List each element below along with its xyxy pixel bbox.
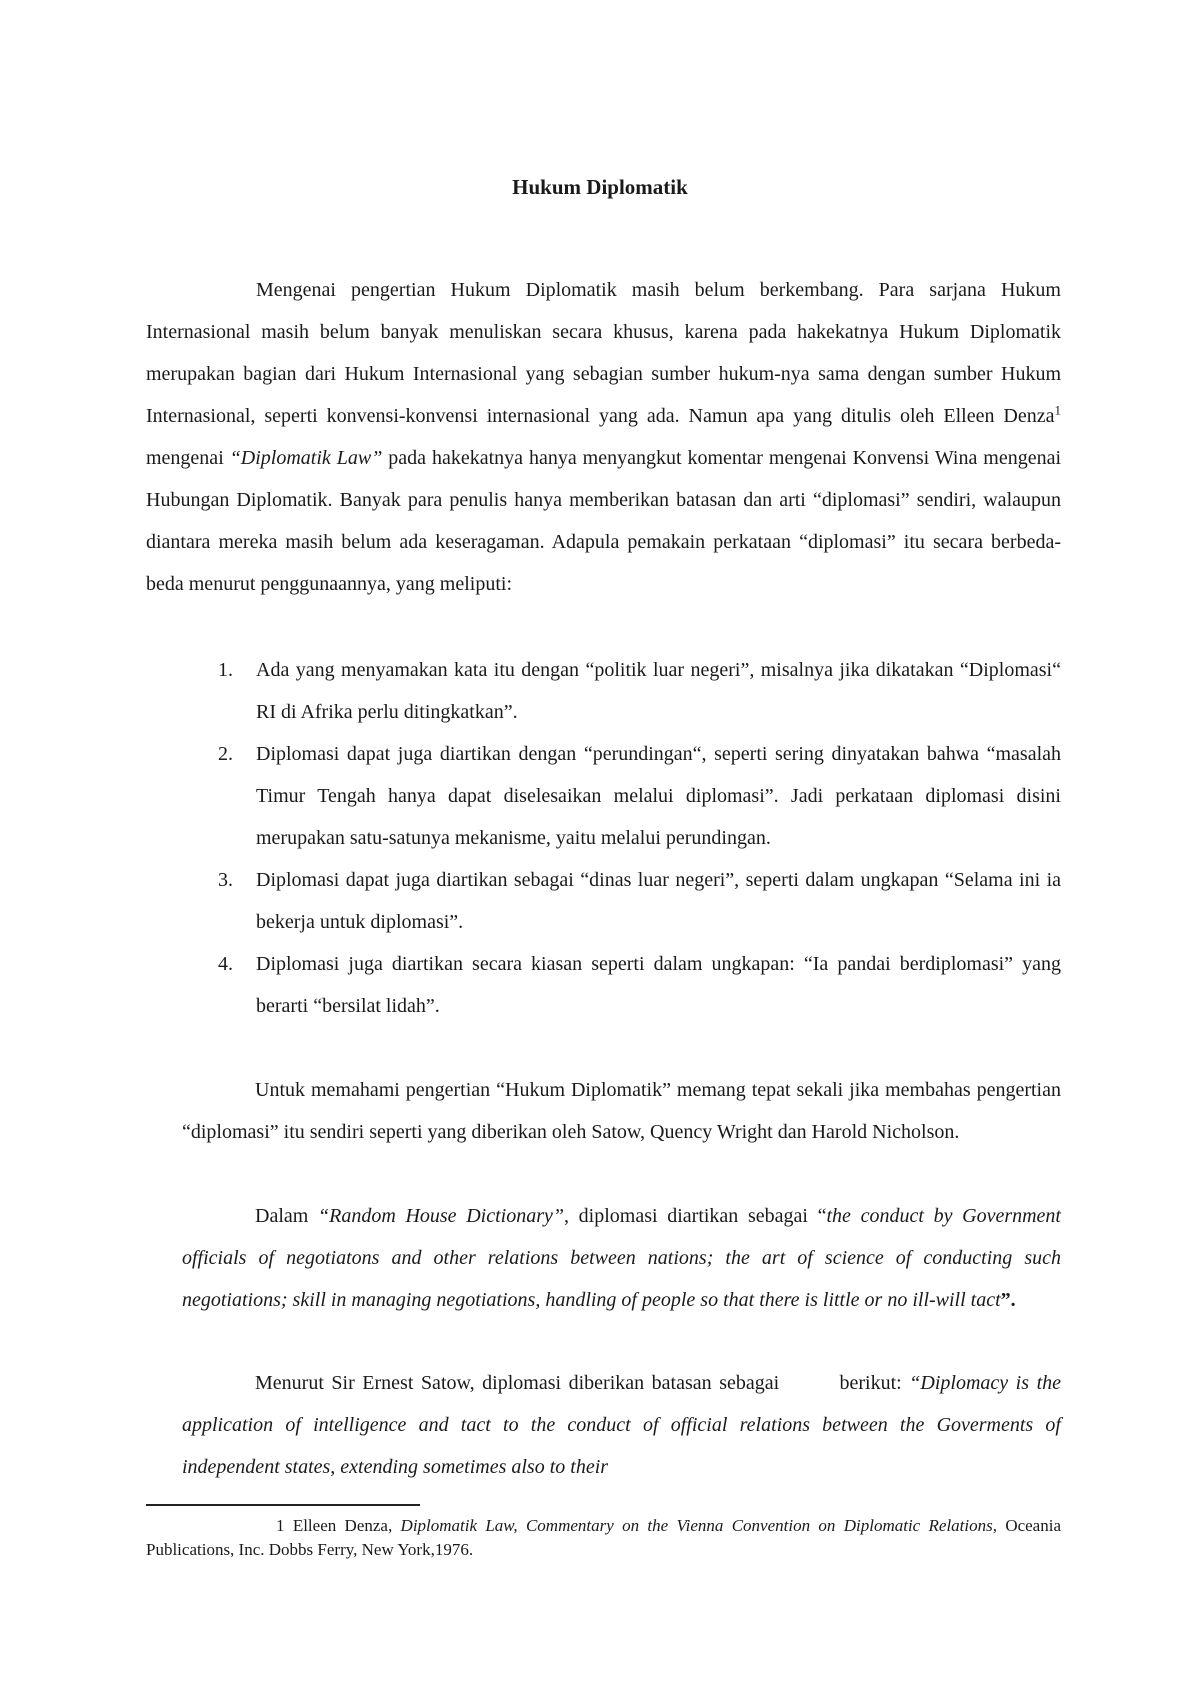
para3-text-c: , diplomasi diartikan sebagai “ xyxy=(564,1205,827,1227)
list-number: 3. xyxy=(218,869,233,891)
intro-italic-title: “Diplomatik Law” xyxy=(229,447,383,469)
list-item xyxy=(204,649,1061,733)
list-number: 2. xyxy=(218,743,233,765)
dictionary-definition: the conduct by Government officials of negotiatons and other relations between nations; the art of science of conducting such negotiations; skill in managing negotiations, handling of people so that there is little or no ill-will tact xyxy=(182,1205,1061,1311)
intro-text-a: Mengenai pengertian Hukum Diplomatik masih belum berkembang. Para sarjana Hukum Internasional masih belum banyak menuliskan secara khusus, karena pada hakekatnya Hukum Diplomatik merupakan bagian dari Hukum Internasional yang sebagian sumber hukum-nya sama dengan sumber Hukum Internasional, seperti konvensi-konvensi internasional yang ada. Namun apa yang ditulis oleh Elleen Denza xyxy=(146,279,1061,427)
footnote-text-c: , Oceania Publications, Inc. Dobbs Ferry, New York,1976. xyxy=(146,1516,1061,1559)
footnote-book-title: Diplomatik Law, Commentary on the Vienna Convention on Diplomatic Relations xyxy=(400,1516,993,1535)
footnote-divider xyxy=(146,1504,420,1506)
list-number: 4. xyxy=(218,953,233,975)
list-item xyxy=(204,859,1061,943)
paragraph-random-house xyxy=(182,1195,1061,1321)
paragraph-understanding-text: Untuk memahami pengertian “Hukum Diplomatik” memang tepat sekali jika membahas pengertian “diplomasi” itu sendiri seperti yang diberikan oleh Satow, Quency Wright dan Harold Nicholson. xyxy=(182,1079,1061,1143)
satow-quote: “Diplomacy is the application of intelligence and tact to the conduct of official relations between the Goverments of independent states, extending sometimes also to their xyxy=(182,1372,1062,1478)
list-item xyxy=(204,943,1061,1027)
list-item-text: Diplomasi dapat juga diartikan dengan “perundingan“, seperti sering dinyatakan bahwa “masalah Timur Tengah hanya dapat diselesaikan melalui diplomasi”. Jadi perkataan diplomasi disini merupakan satu-satunya mekanisme, yaitu melalui perundingan. xyxy=(256,743,1061,849)
page-title: Hukum Diplomatik xyxy=(512,175,688,199)
paragraph-satow xyxy=(182,1362,1061,1488)
list-item-text: Diplomasi juga diartikan secara kiasan seperti dalam ungkapan: “Ia pandai berdiplomasi” yang berarti “bersilat lidah”. xyxy=(256,953,1061,1017)
list-item-text: Ada yang menyamakan kata itu dengan “politik luar negeri”, misalnya jika dikatakan “Diplomasi“ RI di Afrika perlu ditingkatkan”. xyxy=(256,659,1061,723)
para3-text-a: Dalam xyxy=(255,1205,318,1227)
intro-paragraph xyxy=(146,269,1061,605)
intro-text-b: mengenai xyxy=(146,447,230,469)
footnote xyxy=(146,1514,1061,1562)
footnote-reference[interactable]: 1 xyxy=(1054,402,1061,418)
meaning-list xyxy=(204,649,1061,1027)
list-item xyxy=(204,733,1061,859)
intro-text-c: pada hakekatnya hanya menyangkut komentar mengenai Konvensi Wina mengenai Hubungan Diplomatik. Banyak para penulis hanya memberikan batasan dan arti “diplomasi” sendiri, walaupun diantara mereka masih belum ada keseragaman. Adapula pemakain perkataan “diplomasi” itu secara berbeda-beda menurut penggunaannya, yang meliputi: xyxy=(146,447,1062,595)
dictionary-title: “Random House Dictionary” xyxy=(317,1205,564,1227)
para3-closing: ”. xyxy=(1000,1289,1016,1311)
list-number: 1. xyxy=(218,659,233,681)
footnote-text-a: 1 Elleen Denza, xyxy=(276,1516,401,1535)
para4-text-a: Menurut Sir Ernest Satow, diplomasi diberikan batasan sebagai berikut: xyxy=(255,1372,910,1394)
list-item-text: Diplomasi dapat juga diartikan sebagai “dinas luar negeri”, seperti dalam ungkapan “Selama ini ia bekerja untuk diplomasi”. xyxy=(256,869,1061,933)
paragraph-understanding xyxy=(182,1069,1061,1153)
